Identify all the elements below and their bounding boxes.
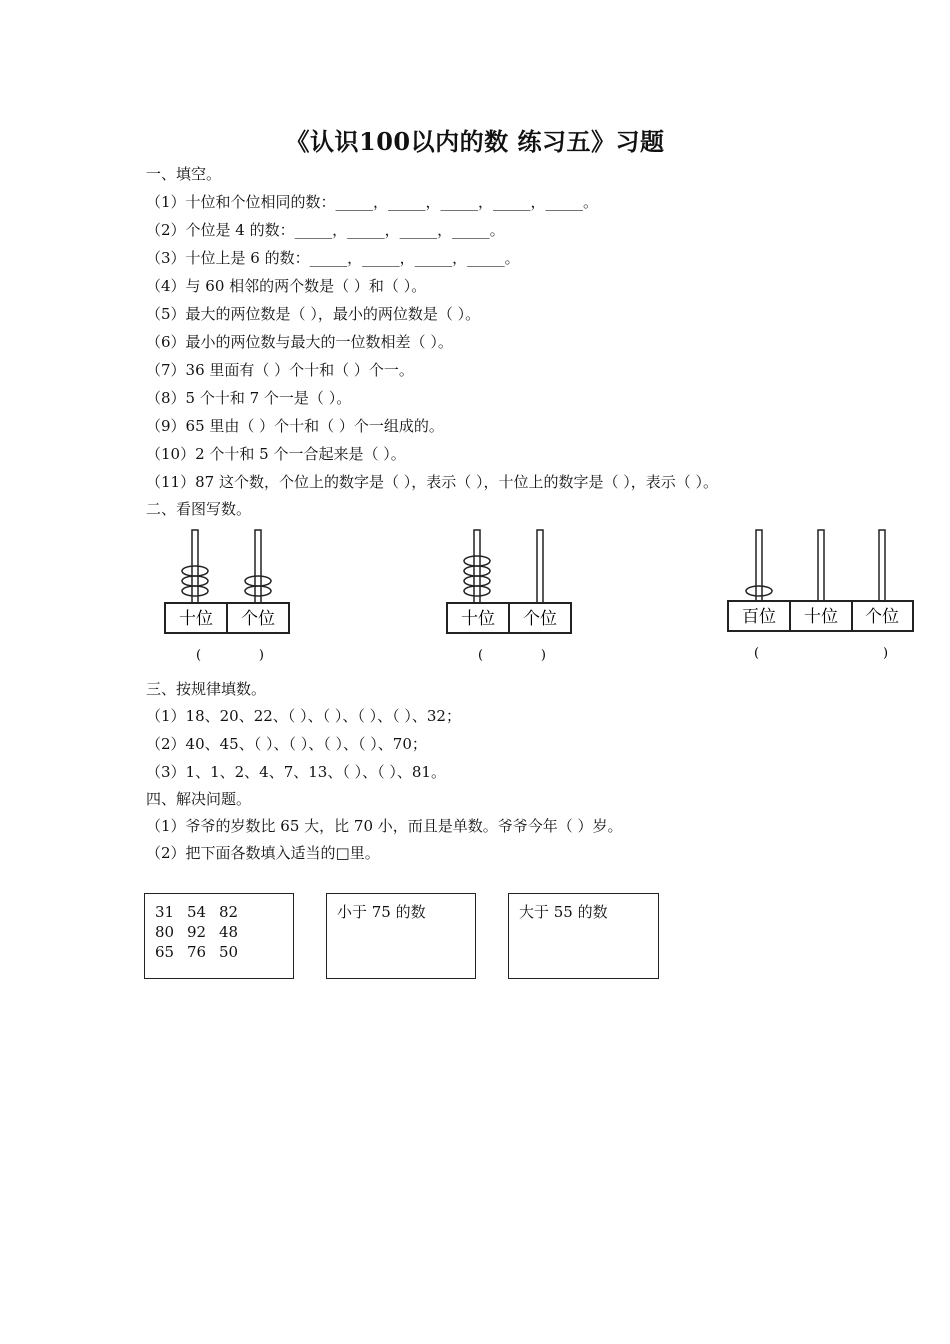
number-item: 76 <box>187 943 207 961</box>
number-item: 65 <box>155 943 175 961</box>
question-1-2: （2）个位是 4 的数：_____，_____，_____，_____。 <box>146 221 505 239</box>
number-item: 82 <box>219 903 239 921</box>
abacus-3 <box>723 525 923 665</box>
question-1-5: （5）最大的两位数是（ ），最小的两位数是（ ）。 <box>146 305 481 323</box>
number-item: 54 <box>187 903 207 921</box>
abacus-2-label-tens: 十位 <box>461 609 495 629</box>
number-item: 92 <box>187 923 207 941</box>
greater-than-55-box <box>508 893 659 979</box>
less-than-75-label: 小于 75 的数 <box>337 903 426 921</box>
question-1-1: （1）十位和个位相同的数：_____，_____，_____，_____，_____。 <box>146 193 599 211</box>
question-3-3: （3）1、1、2、4、7、13、（ ）、（ ）、81。 <box>146 763 446 781</box>
abacus-1 <box>160 525 300 665</box>
section4-heading: 四、解决问题。 <box>146 790 252 808</box>
number-item: 48 <box>219 923 239 941</box>
abacus-1-label-tens: 十位 <box>179 609 213 629</box>
page-title: 《认识100以内的数 练习五》习题 <box>285 127 665 156</box>
abacus-2-answer: ( ) <box>478 648 546 663</box>
section3-heading: 三、按规律填数。 <box>146 680 267 698</box>
abacus-3-label-ones: 个位 <box>865 607 899 627</box>
number-item: 50 <box>219 943 239 961</box>
question-1-4: （4）与 60 相邻的两个数是（ ）和（ ）。 <box>146 277 427 295</box>
question-1-10: （10）2 个十和 5 个一合起来是（ ）。 <box>146 445 406 463</box>
less-than-75-box <box>326 893 476 979</box>
question-1-7: （7）36 里面有（ ）个十和（ ）个一。 <box>146 361 414 379</box>
section2-heading: 二、看图写数。 <box>146 500 252 518</box>
question-3-2: （2）40、45、（ ）、（ ）、（ ）、（ ）、70； <box>146 735 427 753</box>
question-1-9: （9）65 里由（ ）个十和（ ）个一组成的。 <box>146 417 444 435</box>
abacus-2 <box>442 525 582 665</box>
question-3-1: （1）18、20、22、（ ）、（ ）、（ ）、（ ）、32； <box>146 707 461 725</box>
question-4-2: （2）把下面各数填入适当的□里。 <box>146 844 380 862</box>
number-box <box>144 893 294 979</box>
question-1-6: （6）最小的两位数与最大的一位数相差（ ）。 <box>146 333 453 351</box>
question-1-8: （8）5 个十和 7 个一是（ ）。 <box>146 389 352 407</box>
abacus-1-answer: ( ) <box>196 648 264 663</box>
question-1-11: （11）87 这个数，个位上的数字是（ ），表示（ ），十位上的数字是（ ），表示（ ）。 <box>146 473 719 491</box>
question-4-1: （1）爷爷的岁数比 65 大，比 70 小，而且是单数。爷爷今年（ ）岁。 <box>146 817 623 835</box>
abacus-3-label-tens: 十位 <box>804 607 838 627</box>
abacus-3-label-hundreds: 百位 <box>742 607 776 627</box>
number-item: 31 <box>155 903 175 921</box>
abacus-3-answer: ( ) <box>753 646 889 661</box>
section1-heading: 一、填空。 <box>146 165 222 183</box>
greater-than-55-label: 大于 55 的数 <box>519 903 608 921</box>
abacus-1-label-ones: 个位 <box>241 609 275 629</box>
question-1-3: （3）十位上是 6 的数：_____，_____，_____，_____。 <box>146 249 520 267</box>
abacus-2-label-ones: 个位 <box>523 609 557 629</box>
number-item: 80 <box>155 923 175 941</box>
